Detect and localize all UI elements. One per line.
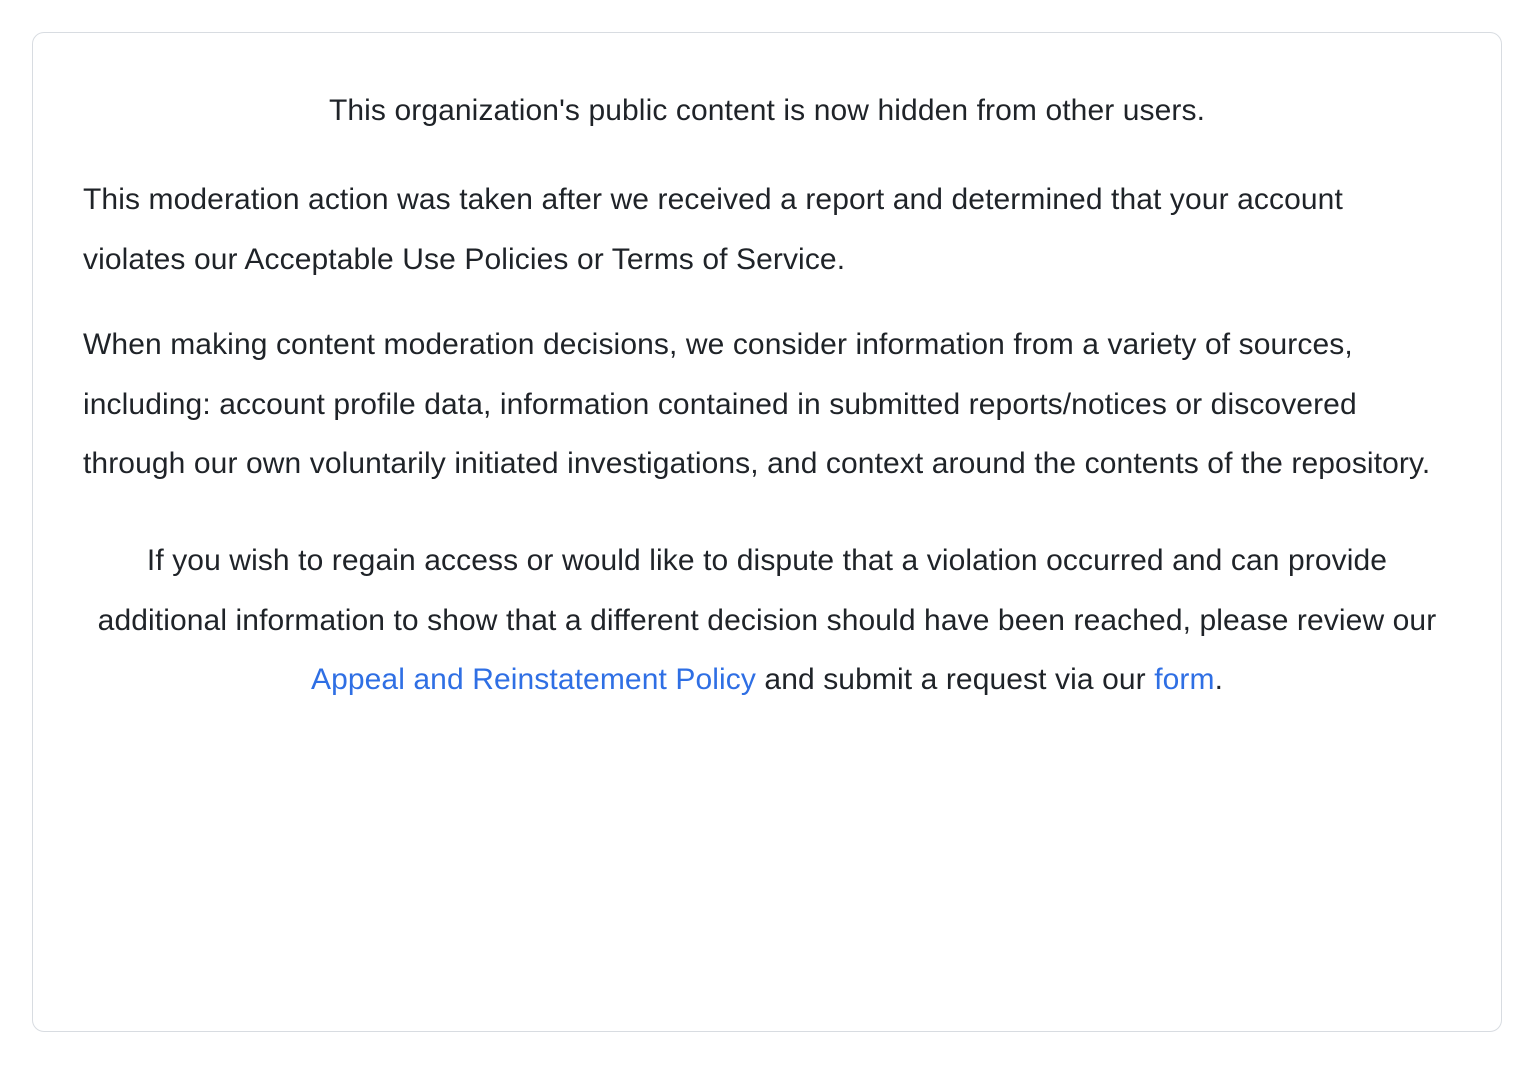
notice-headline: This organization's public content is now hidden from other users. — [328, 94, 1206, 127]
appeal-text-middle: and submit a request via our — [755, 663, 1155, 697]
appeal-text-before: If you wish to regain access or would like to dispute that a violation occurred and can provide additional information to show that a different decision should have been reached, please review our — [97, 544, 1437, 637]
spacer — [83, 289, 1451, 315]
appeal-and-reinstatement-policy-link[interactable]: Appeal and Reinstatement Policy — [310, 663, 756, 697]
notice-appeal-paragraph — [83, 531, 1451, 709]
moderation-notice-card — [32, 32, 1502, 1032]
notice-reason-paragraph: This moderation action was taken after we received a report and determined that your account violates our Acceptable Use Policies or Terms of Service. — [83, 183, 1343, 276]
notice-sources-paragraph: When making content moderation decisions, we consider information from a variety of sources, including: account profile data, information contained in submitted reports/notices or discovered through our own voluntarily initiated investigations, and context around the contents of the repository. — [83, 328, 1431, 480]
appeal-form-link[interactable]: form — [1154, 663, 1215, 697]
spacer — [83, 140, 1451, 170]
appeal-text-after: . — [1214, 663, 1224, 697]
spacer — [83, 493, 1451, 531]
